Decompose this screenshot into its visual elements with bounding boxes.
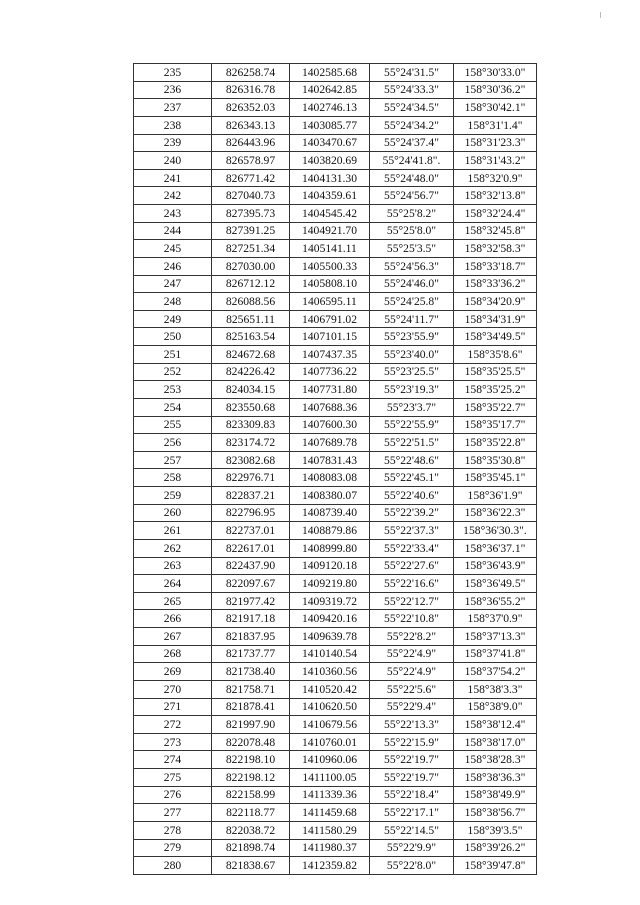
x-coordinate-cell: 823174.72 (212, 434, 290, 452)
latitude-cell: 55°22'18.4" (370, 786, 454, 804)
latitude-cell: 55°24'31.5" (370, 64, 454, 82)
table-row (134, 857, 537, 875)
x-coordinate-cell: 822976.71 (212, 469, 290, 487)
latitude-cell: 55°22'48.6" (370, 451, 454, 469)
point-number-cell: 269 (134, 663, 212, 681)
longitude-cell: 158°35'8.6" (454, 346, 537, 364)
longitude-cell: 158°37'13.3" (454, 628, 537, 646)
x-coordinate-cell: 822617.01 (212, 539, 290, 557)
y-coordinate-cell: 1408380.07 (290, 487, 370, 505)
latitude-cell: 55°25'8.0" (370, 222, 454, 240)
longitude-cell: 158°32'0.9" (454, 169, 537, 187)
x-coordinate-cell: 826712.12 (212, 275, 290, 293)
x-coordinate-cell: 821838.67 (212, 857, 290, 875)
latitude-cell: 55°24'25.8" (370, 293, 454, 311)
coordinates-table (133, 63, 537, 875)
point-number-cell: 261 (134, 522, 212, 540)
point-number-cell: 254 (134, 398, 212, 416)
y-coordinate-cell: 1404359.61 (290, 187, 370, 205)
longitude-cell: 158°39'26.2" (454, 839, 537, 857)
y-coordinate-cell: 1402585.68 (290, 64, 370, 82)
longitude-cell: 158°31'1.4" (454, 116, 537, 134)
longitude-cell: 158°34'20.9" (454, 293, 537, 311)
x-coordinate-cell: 823082.68 (212, 451, 290, 469)
point-number-cell: 274 (134, 751, 212, 769)
table-row (134, 821, 537, 839)
table-row (134, 769, 537, 787)
latitude-cell: 55°22'39.2" (370, 504, 454, 522)
y-coordinate-cell: 1407600.30 (290, 416, 370, 434)
latitude-cell: 55°22'12.7" (370, 592, 454, 610)
table-row (134, 416, 537, 434)
point-number-cell: 236 (134, 81, 212, 99)
latitude-cell: 55°22'10.8" (370, 610, 454, 628)
x-coordinate-cell: 821738.40 (212, 663, 290, 681)
x-coordinate-cell: 827040.73 (212, 187, 290, 205)
table-row (134, 240, 537, 258)
y-coordinate-cell: 1409219.80 (290, 575, 370, 593)
y-coordinate-cell: 1411100.05 (290, 769, 370, 787)
point-number-cell: 262 (134, 539, 212, 557)
table-row (134, 539, 537, 557)
table-row (134, 257, 537, 275)
y-coordinate-cell: 1409120.18 (290, 557, 370, 575)
x-coordinate-cell: 821758.71 (212, 680, 290, 698)
x-coordinate-cell: 821997.90 (212, 716, 290, 734)
x-coordinate-cell: 826578.97 (212, 152, 290, 170)
latitude-cell: 55°24'56.3" (370, 257, 454, 275)
table-row (134, 346, 537, 364)
latitude-cell: 55°22'45.1" (370, 469, 454, 487)
x-coordinate-cell: 821737.77 (212, 645, 290, 663)
y-coordinate-cell: 1404545.42 (290, 205, 370, 223)
longitude-cell: 158°30'33.0" (454, 64, 537, 82)
longitude-cell: 158°38'36.3" (454, 769, 537, 787)
point-number-cell: 237 (134, 99, 212, 117)
longitude-cell: 158°34'49.5" (454, 328, 537, 346)
table-row (134, 134, 537, 152)
table-row (134, 628, 537, 646)
latitude-cell: 55°24'34.2" (370, 116, 454, 134)
x-coordinate-cell: 821878.41 (212, 698, 290, 716)
longitude-cell: 158°37'41.8" (454, 645, 537, 663)
y-coordinate-cell: 1411339.36 (290, 786, 370, 804)
latitude-cell: 55°24'41.8". (370, 152, 454, 170)
latitude-cell: 55°22'16.6" (370, 575, 454, 593)
longitude-cell: 158°36'30.3". (454, 522, 537, 540)
table-row (134, 381, 537, 399)
latitude-cell: 55°23'3.7" (370, 398, 454, 416)
y-coordinate-cell: 1410140.54 (290, 645, 370, 663)
latitude-cell: 55°22'19.7" (370, 769, 454, 787)
longitude-cell: 158°37'54.2" (454, 663, 537, 681)
longitude-cell: 158°38'17.0" (454, 733, 537, 751)
longitude-cell: 158°38'49.9" (454, 786, 537, 804)
longitude-cell: 158°36'55.2" (454, 592, 537, 610)
longitude-cell: 158°36'43.9" (454, 557, 537, 575)
longitude-cell: 158°31'23.3" (454, 134, 537, 152)
latitude-cell: 55°22'8.0" (370, 857, 454, 875)
point-number-cell: 248 (134, 293, 212, 311)
longitude-cell: 158°36'37.1" (454, 539, 537, 557)
latitude-cell: 55°22'4.9" (370, 663, 454, 681)
y-coordinate-cell: 1403085.77 (290, 116, 370, 134)
y-coordinate-cell: 1409420.16 (290, 610, 370, 628)
x-coordinate-cell: 826443.96 (212, 134, 290, 152)
point-number-cell: 260 (134, 504, 212, 522)
table-row (134, 839, 537, 857)
longitude-cell: 158°35'25.2" (454, 381, 537, 399)
table-row (134, 557, 537, 575)
table-row (134, 275, 537, 293)
y-coordinate-cell: 1410679.56 (290, 716, 370, 734)
y-coordinate-cell: 1408083.08 (290, 469, 370, 487)
y-coordinate-cell: 1404131.30 (290, 169, 370, 187)
point-number-cell: 270 (134, 680, 212, 698)
latitude-cell: 55°22'17.1" (370, 804, 454, 822)
y-coordinate-cell: 1405500.33 (290, 257, 370, 275)
x-coordinate-cell: 824672.68 (212, 346, 290, 364)
y-coordinate-cell: 1407689.78 (290, 434, 370, 452)
x-coordinate-cell: 825651.11 (212, 310, 290, 328)
x-coordinate-cell: 822437.90 (212, 557, 290, 575)
point-number-cell: 272 (134, 716, 212, 734)
y-coordinate-cell: 1411580.29 (290, 821, 370, 839)
table-row (134, 663, 537, 681)
y-coordinate-cell: 1407101.15 (290, 328, 370, 346)
latitude-cell: 55°23'40.0" (370, 346, 454, 364)
latitude-cell: 55°22'4.9" (370, 645, 454, 663)
longitude-cell: 158°36'49.5" (454, 575, 537, 593)
point-number-cell: 249 (134, 310, 212, 328)
point-number-cell: 244 (134, 222, 212, 240)
table-row (134, 363, 537, 381)
table-row (134, 786, 537, 804)
y-coordinate-cell: 1408739.40 (290, 504, 370, 522)
table-row (134, 434, 537, 452)
longitude-cell: 158°32'24.4" (454, 205, 537, 223)
longitude-cell: 158°38'28.3" (454, 751, 537, 769)
longitude-cell: 158°35'30.8" (454, 451, 537, 469)
point-number-cell: 273 (134, 733, 212, 751)
latitude-cell: 55°22'55.9" (370, 416, 454, 434)
x-coordinate-cell: 821837.95 (212, 628, 290, 646)
longitude-cell: 158°30'36.2" (454, 81, 537, 99)
point-number-cell: 280 (134, 857, 212, 875)
y-coordinate-cell: 1408879.86 (290, 522, 370, 540)
latitude-cell: 55°22'14.5" (370, 821, 454, 839)
latitude-cell: 55°24'56.7" (370, 187, 454, 205)
y-coordinate-cell: 1407688.36 (290, 398, 370, 416)
point-number-cell: 276 (134, 786, 212, 804)
y-coordinate-cell: 1404921.70 (290, 222, 370, 240)
y-coordinate-cell: 1410760.01 (290, 733, 370, 751)
latitude-cell: 55°22'13.3" (370, 716, 454, 734)
x-coordinate-cell: 821898.74 (212, 839, 290, 857)
x-coordinate-cell: 827030.00 (212, 257, 290, 275)
longitude-cell: 158°38'3.3" (454, 680, 537, 698)
longitude-cell: 158°32'13.8" (454, 187, 537, 205)
table-row (134, 680, 537, 698)
longitude-cell: 158°38'12.4" (454, 716, 537, 734)
longitude-cell: 158°33'18.7" (454, 257, 537, 275)
longitude-cell: 158°34'31.9" (454, 310, 537, 328)
point-number-cell: 251 (134, 346, 212, 364)
point-number-cell: 243 (134, 205, 212, 223)
y-coordinate-cell: 1408999.80 (290, 539, 370, 557)
x-coordinate-cell: 821977.42 (212, 592, 290, 610)
x-coordinate-cell: 822078.48 (212, 733, 290, 751)
table-row (134, 487, 537, 505)
latitude-cell: 55°24'11.7" (370, 310, 454, 328)
point-number-cell: 256 (134, 434, 212, 452)
longitude-cell: 158°32'45.8" (454, 222, 537, 240)
x-coordinate-cell: 822198.12 (212, 769, 290, 787)
latitude-cell: 55°22'51.5" (370, 434, 454, 452)
latitude-cell: 55°23'19.3" (370, 381, 454, 399)
x-coordinate-cell: 826088.56 (212, 293, 290, 311)
point-number-cell: 275 (134, 769, 212, 787)
x-coordinate-cell: 827395.73 (212, 205, 290, 223)
x-coordinate-cell: 826771.42 (212, 169, 290, 187)
longitude-cell: 158°35'22.7" (454, 398, 537, 416)
latitude-cell: 55°25'3.5" (370, 240, 454, 258)
latitude-cell: 55°25'8.2" (370, 205, 454, 223)
point-number-cell: 259 (134, 487, 212, 505)
x-coordinate-cell: 822097.67 (212, 575, 290, 593)
longitude-cell: 158°35'45.1" (454, 469, 537, 487)
x-coordinate-cell: 824034.15 (212, 381, 290, 399)
x-coordinate-cell: 825163.54 (212, 328, 290, 346)
x-coordinate-cell: 822158.99 (212, 786, 290, 804)
x-coordinate-cell: 822796.95 (212, 504, 290, 522)
table-row (134, 222, 537, 240)
x-coordinate-cell: 823550.68 (212, 398, 290, 416)
y-coordinate-cell: 1412359.82 (290, 857, 370, 875)
x-coordinate-cell: 822038.72 (212, 821, 290, 839)
x-coordinate-cell: 826352.03 (212, 99, 290, 117)
longitude-cell: 158°32'58.3" (454, 240, 537, 258)
table-row (134, 575, 537, 593)
y-coordinate-cell: 1407437.35 (290, 346, 370, 364)
table-row (134, 804, 537, 822)
point-number-cell: 263 (134, 557, 212, 575)
latitude-cell: 55°24'33.3" (370, 81, 454, 99)
page-edge-mark (600, 12, 601, 18)
latitude-cell: 55°22'9.4" (370, 698, 454, 716)
point-number-cell: 241 (134, 169, 212, 187)
table-row (134, 398, 537, 416)
x-coordinate-cell: 827391.25 (212, 222, 290, 240)
point-number-cell: 266 (134, 610, 212, 628)
y-coordinate-cell: 1402642.85 (290, 81, 370, 99)
point-number-cell: 242 (134, 187, 212, 205)
longitude-cell: 158°35'17.7" (454, 416, 537, 434)
y-coordinate-cell: 1411459.68 (290, 804, 370, 822)
point-number-cell: 247 (134, 275, 212, 293)
point-number-cell: 265 (134, 592, 212, 610)
longitude-cell: 158°39'47.8" (454, 857, 537, 875)
point-number-cell: 235 (134, 64, 212, 82)
point-number-cell: 255 (134, 416, 212, 434)
y-coordinate-cell: 1402746.13 (290, 99, 370, 117)
latitude-cell: 55°22'19.7" (370, 751, 454, 769)
table-row (134, 116, 537, 134)
y-coordinate-cell: 1407831.43 (290, 451, 370, 469)
latitude-cell: 55°22'15.9" (370, 733, 454, 751)
latitude-cell: 55°22'9.9" (370, 839, 454, 857)
point-number-cell: 252 (134, 363, 212, 381)
table-row (134, 751, 537, 769)
x-coordinate-cell: 826343.13 (212, 116, 290, 134)
y-coordinate-cell: 1406791.02 (290, 310, 370, 328)
table-row (134, 733, 537, 751)
longitude-cell: 158°38'56.7" (454, 804, 537, 822)
longitude-cell: 158°38'9.0" (454, 698, 537, 716)
x-coordinate-cell: 826258.74 (212, 64, 290, 82)
latitude-cell: 55°24'46.0" (370, 275, 454, 293)
table-row (134, 504, 537, 522)
x-coordinate-cell: 824226.42 (212, 363, 290, 381)
table-row (134, 592, 537, 610)
point-number-cell: 258 (134, 469, 212, 487)
point-number-cell: 264 (134, 575, 212, 593)
latitude-cell: 55°23'25.5" (370, 363, 454, 381)
table-row (134, 81, 537, 99)
point-number-cell: 238 (134, 116, 212, 134)
y-coordinate-cell: 1405808.10 (290, 275, 370, 293)
latitude-cell: 55°22'40.6" (370, 487, 454, 505)
point-number-cell: 278 (134, 821, 212, 839)
x-coordinate-cell: 822198.10 (212, 751, 290, 769)
y-coordinate-cell: 1406595.11 (290, 293, 370, 311)
x-coordinate-cell: 827251.34 (212, 240, 290, 258)
longitude-cell: 158°33'36.2" (454, 275, 537, 293)
point-number-cell: 271 (134, 698, 212, 716)
table-row (134, 451, 537, 469)
y-coordinate-cell: 1403470.67 (290, 134, 370, 152)
coordinates-table-body (134, 64, 537, 875)
table-row (134, 169, 537, 187)
table-row (134, 645, 537, 663)
table-row (134, 522, 537, 540)
x-coordinate-cell: 822837.21 (212, 487, 290, 505)
table-row (134, 716, 537, 734)
point-number-cell: 246 (134, 257, 212, 275)
table-row (134, 293, 537, 311)
longitude-cell: 158°39'3.5" (454, 821, 537, 839)
point-number-cell: 239 (134, 134, 212, 152)
latitude-cell: 55°24'48.0" (370, 169, 454, 187)
x-coordinate-cell: 822118.77 (212, 804, 290, 822)
y-coordinate-cell: 1409639.78 (290, 628, 370, 646)
table-row (134, 469, 537, 487)
point-number-cell: 267 (134, 628, 212, 646)
point-number-cell: 277 (134, 804, 212, 822)
latitude-cell: 55°22'27.6" (370, 557, 454, 575)
x-coordinate-cell: 823309.83 (212, 416, 290, 434)
longitude-cell: 158°30'42.1" (454, 99, 537, 117)
longitude-cell: 158°35'22.8" (454, 434, 537, 452)
table-row (134, 205, 537, 223)
point-number-cell: 257 (134, 451, 212, 469)
longitude-cell: 158°36'22.3" (454, 504, 537, 522)
latitude-cell: 55°24'37.4" (370, 134, 454, 152)
latitude-cell: 55°22'8.2" (370, 628, 454, 646)
longitude-cell: 158°31'43.2" (454, 152, 537, 170)
table-row (134, 64, 537, 82)
latitude-cell: 55°22'37.3" (370, 522, 454, 540)
x-coordinate-cell: 826316.78 (212, 81, 290, 99)
y-coordinate-cell: 1410520.42 (290, 680, 370, 698)
table-row (134, 152, 537, 170)
table-row (134, 310, 537, 328)
point-number-cell: 279 (134, 839, 212, 857)
longitude-cell: 158°36'1.9" (454, 487, 537, 505)
point-number-cell: 250 (134, 328, 212, 346)
y-coordinate-cell: 1410360.56 (290, 663, 370, 681)
table-row (134, 187, 537, 205)
x-coordinate-cell: 822737.01 (212, 522, 290, 540)
point-number-cell: 268 (134, 645, 212, 663)
table-row (134, 698, 537, 716)
table-row (134, 610, 537, 628)
point-number-cell: 245 (134, 240, 212, 258)
latitude-cell: 55°22'5.6" (370, 680, 454, 698)
table-row (134, 99, 537, 117)
y-coordinate-cell: 1410960.06 (290, 751, 370, 769)
latitude-cell: 55°24'34.5" (370, 99, 454, 117)
y-coordinate-cell: 1410620.50 (290, 698, 370, 716)
y-coordinate-cell: 1409319.72 (290, 592, 370, 610)
point-number-cell: 240 (134, 152, 212, 170)
y-coordinate-cell: 1407731.80 (290, 381, 370, 399)
y-coordinate-cell: 1405141.11 (290, 240, 370, 258)
x-coordinate-cell: 821917.18 (212, 610, 290, 628)
longitude-cell: 158°37'0.9" (454, 610, 537, 628)
point-number-cell: 253 (134, 381, 212, 399)
table-row (134, 328, 537, 346)
latitude-cell: 55°22'33.4" (370, 539, 454, 557)
y-coordinate-cell: 1407736.22 (290, 363, 370, 381)
longitude-cell: 158°35'25.5" (454, 363, 537, 381)
y-coordinate-cell: 1403820.69 (290, 152, 370, 170)
latitude-cell: 55°23'55.9" (370, 328, 454, 346)
y-coordinate-cell: 1411980.37 (290, 839, 370, 857)
